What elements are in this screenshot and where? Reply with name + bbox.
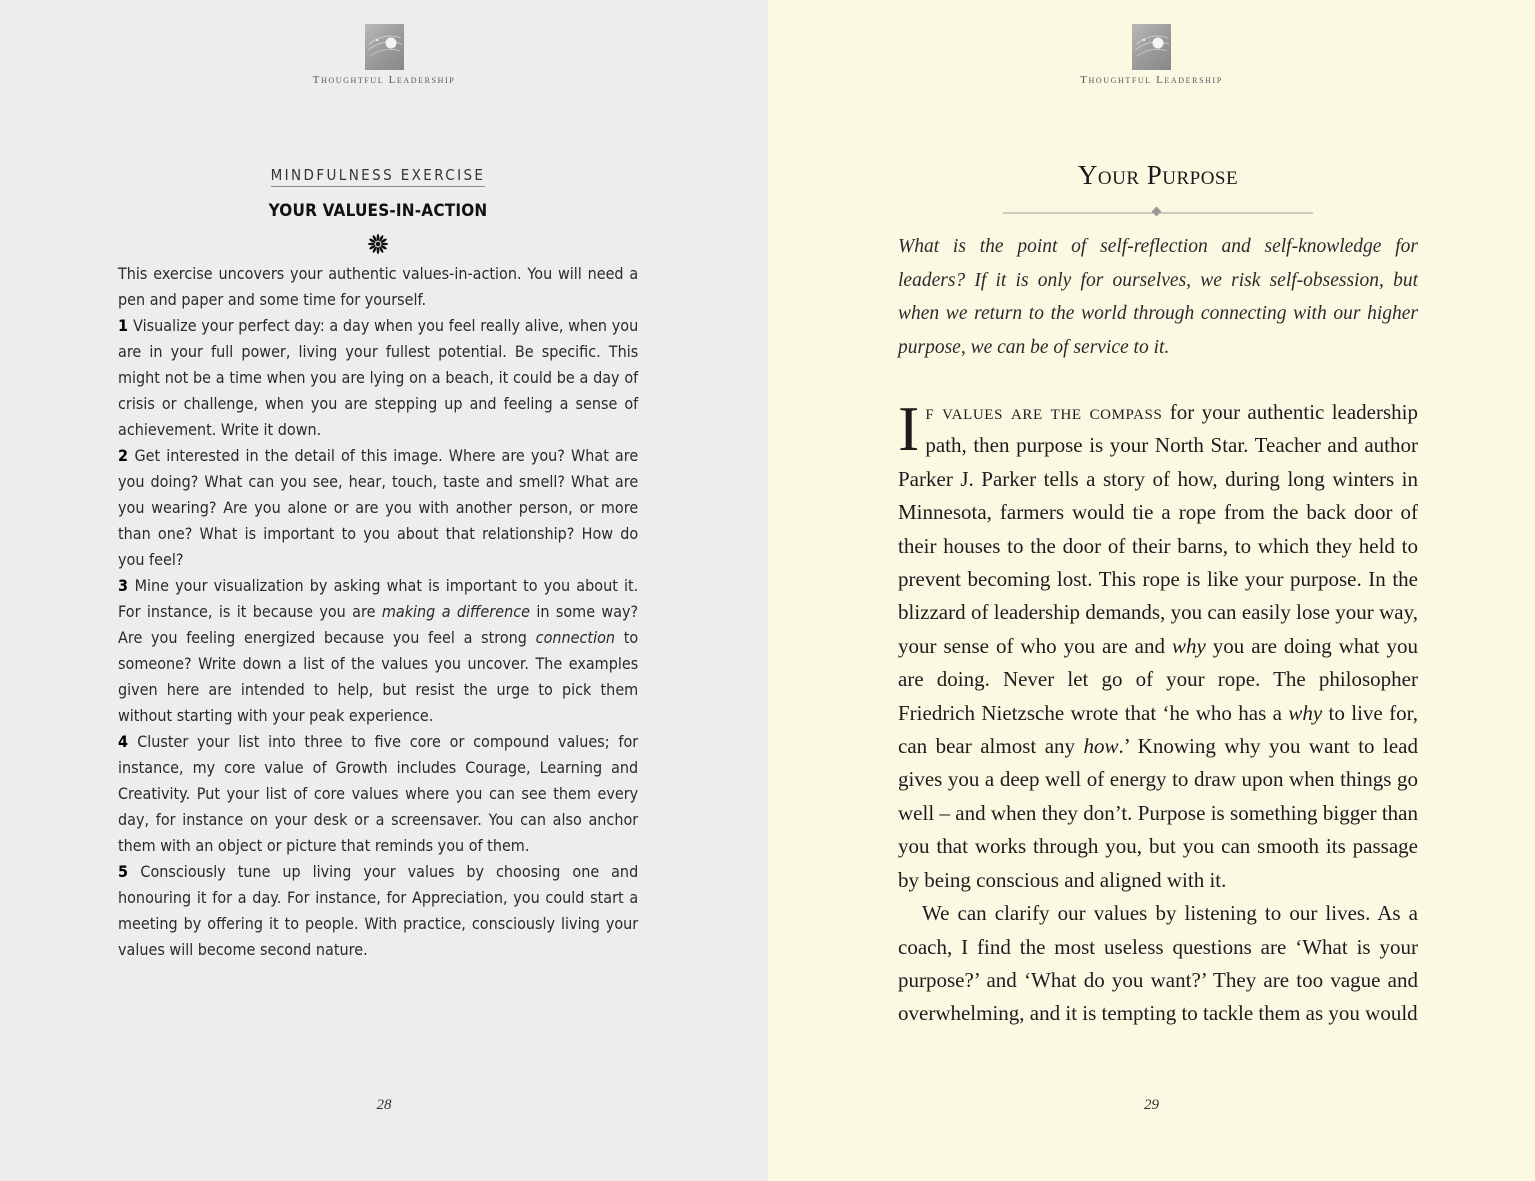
flower-icon bbox=[367, 233, 389, 255]
step-text: Mine your visualization by asking what is important to you about it. For instance, is it because you are bbox=[118, 576, 639, 621]
exercise-step bbox=[118, 729, 638, 859]
paragraph-emphasis: how bbox=[1083, 734, 1119, 759]
step-number: 2 bbox=[118, 446, 135, 465]
body-paragraph: We can clarify our values by listening to our lives. As a coach, I find the most useless questions are ‘What is your purpose?’ and ‘What do you want?’ They are too vague and overwhelming, and it is tempting to tackle them as you would bbox=[898, 901, 1418, 1026]
exercise-step bbox=[118, 859, 638, 963]
right-page bbox=[768, 0, 1535, 1181]
emblem-icon bbox=[1132, 24, 1171, 70]
page-number: 28 bbox=[376, 1097, 392, 1113]
step-number: 5 bbox=[118, 862, 141, 881]
step-emphasis: making a difference bbox=[381, 602, 530, 621]
paragraph-text: .’ Knowing why you want to lead gives you a deep well of energy to draw upon when things go well – and when they don’t. Purpose is something bigger than you that works through you, but you can smooth its passage by being conscious and aligned with it. bbox=[898, 734, 1419, 892]
exercise-body bbox=[118, 261, 638, 963]
drop-cap: I bbox=[898, 393, 920, 464]
step-number: 1 bbox=[118, 316, 134, 335]
exercise-step bbox=[118, 443, 638, 573]
running-head bbox=[768, 24, 1535, 86]
exercise-title: YOUR VALUES-IN-ACTION bbox=[268, 201, 488, 221]
diamond-rule-icon bbox=[1003, 206, 1313, 220]
step-emphasis: connection bbox=[535, 628, 616, 647]
exercise-step bbox=[118, 573, 638, 729]
step-text: Consciously tune up living your values by choosing one and honouring it for a day. For instance, for Appreciation, you could start a meeting by offering it to people. With practice, consciously living your values will become second nature. bbox=[118, 862, 639, 959]
exercise-step bbox=[118, 313, 638, 443]
series-title: Thoughtful Leadership bbox=[312, 74, 456, 86]
step-text: in some way? Are you feeling energized because you feel a strong bbox=[118, 602, 639, 647]
exercise-label bbox=[0, 166, 756, 187]
running-head bbox=[0, 24, 768, 86]
page-number: 29 bbox=[1144, 1097, 1159, 1113]
paragraph-text: you are doing what you are doing. Never let go of your rope. The philosopher Friedrich Nietzsche wrote that ‘he who has a bbox=[898, 633, 1418, 725]
step-text: to someone? Write down a list of the values you uncover. The examples given here are intended to help, but resist the urge to pick them without starting with your peak experience. bbox=[118, 628, 639, 725]
step-text: Cluster your list into three to five core or compound values; for instance, my core value of Growth includes Courage, Learning and Creativity. Put your list of core values where you can see them every day, for instance on your desk or a screensaver. You can also anchor them with an object or picture that reminds you of them. bbox=[118, 732, 639, 855]
section-title: Your Purpose bbox=[1077, 160, 1239, 190]
emblem-icon bbox=[365, 24, 404, 70]
series-title: Thoughtful Leadership bbox=[1080, 74, 1223, 86]
paragraph-emphasis: why bbox=[1288, 700, 1323, 725]
lead-in: f values are the compass bbox=[925, 400, 1163, 424]
body-text bbox=[898, 393, 1419, 1031]
step-number: 4 bbox=[118, 732, 138, 751]
paragraph-text: for your authentic leadership path, then purpose is your North Star. Teacher and author Parker J. Parker tells a story of how, during long winters in Minnesota, farmers would tie a rope from the back door of their houses to the door of their barns, to which they held to prevent becoming lost. This rope is like your purpose. In the blizzard of leadership demands, you can easily lose your way, your sense of who you are and bbox=[898, 400, 1418, 658]
step-text: Visualize your perfect day: a day when you feel really alive, when you are in your full power, living your fullest potential. Be specific. This might not be a time when you are lying on a beach, it could be a day of crisis or challenge, when you are stepping up and feeling a sense of achievement. Write it down. bbox=[118, 316, 639, 439]
paragraph-emphasis: why bbox=[1171, 633, 1206, 658]
paragraph-text: to live for, can bear almost any bbox=[898, 700, 1418, 759]
step-number: 3 bbox=[118, 576, 135, 595]
exercise-intro: This exercise uncovers your authentic values-in-action. You will need a pen and paper and some time for yourself. bbox=[118, 264, 639, 309]
step-text: Get interested in the detail of this image. Where are you? What are you doing? What can you see, hear, touch, taste and smell? What are you wearing? Are you alone or are you with another person, or more than one? What is important to you about that relationship? How do you feel? bbox=[118, 446, 639, 569]
section-intro: What is the point of self-reflection and self-knowledge for leaders? If it is only for ourselves, we risk self-obsession, but when we return to the world through connecting with our higher purpose, we can be of service to it. bbox=[898, 236, 1418, 358]
body-paragraph bbox=[898, 393, 1419, 897]
exercise-label-text: MINDFULNESS EXERCISE bbox=[271, 166, 486, 187]
